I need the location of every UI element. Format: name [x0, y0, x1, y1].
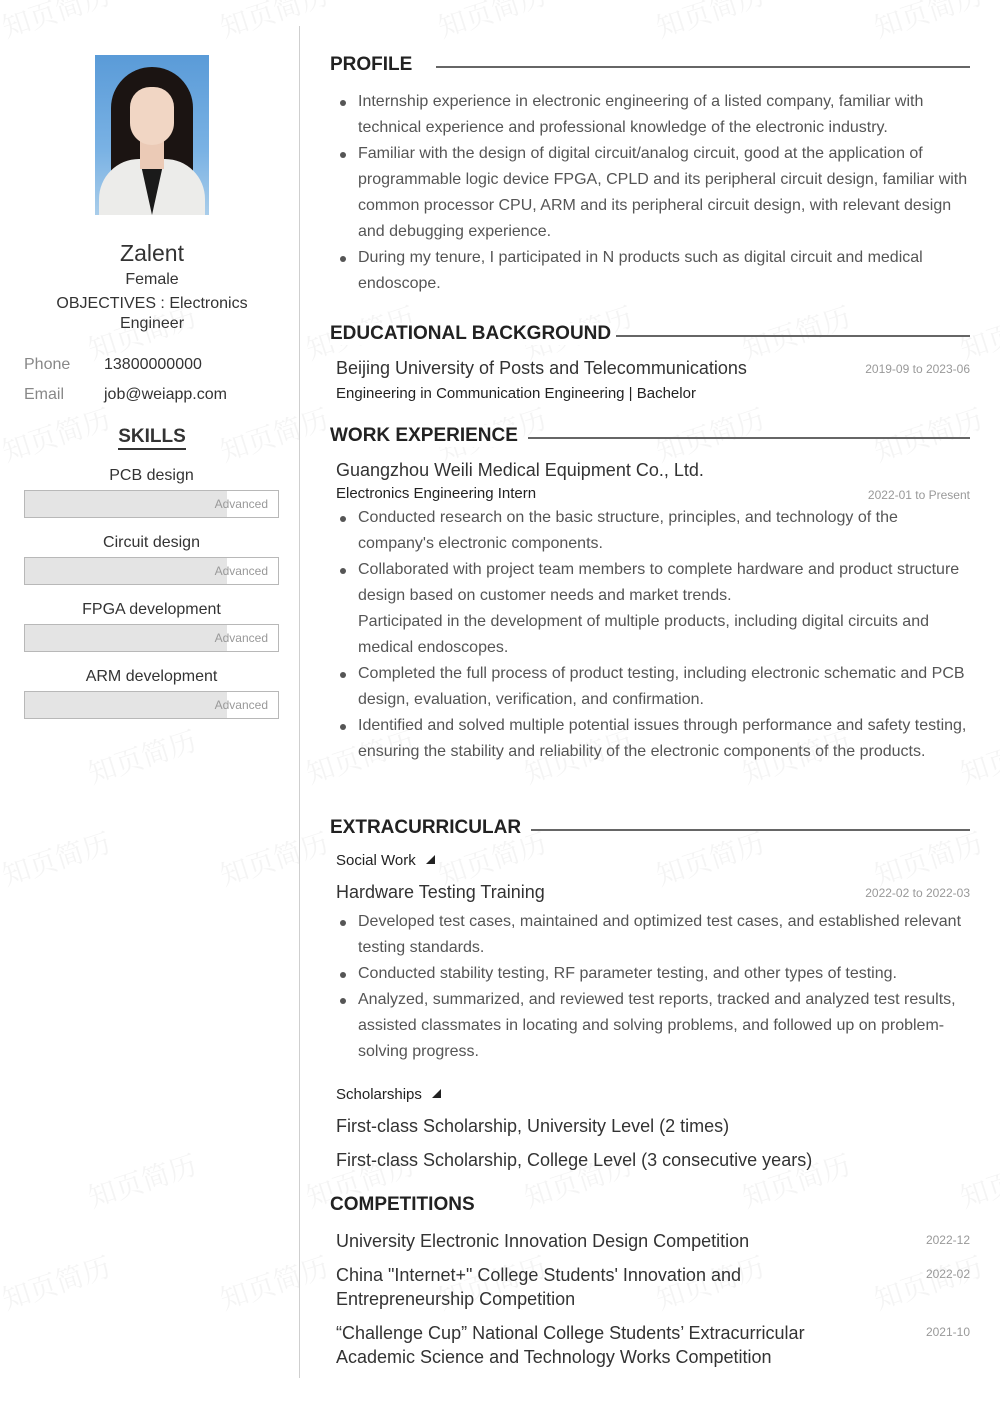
skill-bar: [24, 691, 279, 719]
section-title: EXTRACURRICULAR: [330, 817, 525, 839]
work-date: 2022-01 to Present: [867, 488, 970, 502]
degree: Engineering in Communication Engineering | Bachelor: [336, 385, 696, 402]
company-name: Guangzhou Weili Medical Equipment Co., Ltd.: [336, 460, 704, 480]
skills-heading: SKILLS: [0, 426, 304, 448]
skill-level: Advanced: [214, 497, 268, 511]
skill-bar-fill: [25, 491, 227, 517]
phone-value[interactable]: 13800000000: [104, 356, 202, 373]
work-section-header: [330, 425, 970, 449]
list-item: Collaborated with project team members to complete hardware and product structure design based on customer needs and market trends.: [336, 557, 970, 609]
social-work-subheading: Social Work: [336, 852, 435, 869]
scholarship-item: First-class Scholarship, College Level (3 consecutive years): [336, 1150, 813, 1170]
list-item: Familiar with the design of digital circuit/analog circuit, good at the application of programmable logic device FPGA, CPLD and its peripheral circuit design, familiar with common processor CPU, ARM and its peripheral circuit design, with relevant design and debugging experience.: [336, 141, 970, 245]
activity-name: Hardware Testing Training: [336, 882, 545, 902]
job-title: Electronics Engineering Intern: [336, 485, 537, 502]
education-section-header: [330, 323, 970, 347]
candidate-gender: Female: [125, 271, 179, 288]
column-divider: [299, 26, 300, 1378]
candidate-name: Zalent: [120, 240, 184, 266]
watermark-text: [869, 0, 988, 46]
list-item: Completed the full process of product testing, including electronic schematic and PCB design, evaluation, verification, and confirmation.: [336, 661, 970, 713]
skill-bar: [24, 557, 279, 585]
skill-level: Advanced: [214, 564, 268, 578]
extracurricular-bullets: [336, 909, 970, 1065]
sidebar: [0, 0, 300, 1403]
competition-name: University Electronic Innovation Design Competition: [336, 1231, 750, 1251]
skill-item: [24, 667, 279, 719]
portrait-photo: [95, 55, 209, 215]
email-label: Email: [24, 386, 65, 403]
section-title: COMPETITIONS: [330, 1194, 479, 1216]
skill-level: Advanced: [214, 698, 268, 712]
competition-name: China "Internet+" College Students' Innovation and Entrepreneurship Competition: [336, 1265, 741, 1309]
list-item: Conducted stability testing, RF parameter testing, and other types of testing.: [336, 961, 970, 987]
phone-label: Phone: [24, 356, 71, 373]
career-objective: OBJECTIVES : Electronics Engineer: [56, 295, 248, 332]
extracurricular-section-header: [330, 817, 970, 841]
skill-item: [24, 466, 279, 518]
skill-item: [24, 533, 279, 585]
list-item: Developed test cases, maintained and optimized test cases, and established relevant testing standards.: [336, 909, 970, 961]
competition-date: 2022-12: [925, 1233, 970, 1247]
list-item: Conducted research on the basic structure, principles, and technology of the company's electronic components.: [336, 505, 970, 557]
scholarship-item: First-class Scholarship, University Level (2 times): [336, 1116, 730, 1136]
skill-bar: [24, 624, 279, 652]
profile-section-header: [330, 54, 970, 78]
list-item: Internship experience in electronic engineering of a listed company, familiar with technical experience and professional knowledge of the electronic industry.: [336, 89, 970, 141]
watermark-text: [869, 1246, 988, 1319]
competition-date: 2022-02: [925, 1267, 970, 1281]
skill-bar-fill: [25, 625, 227, 651]
triangle-marker-icon: [432, 1089, 441, 1098]
education-date: 2019-09 to 2023-06: [865, 362, 970, 376]
skill-name: FPGA development: [82, 601, 221, 618]
section-rule: [531, 829, 970, 831]
skill-bar-fill: [25, 692, 227, 718]
list-item: Identified and solved multiple potential issues through performance and safety testing, ensuring the stability and reliability of the electronic components of the products.: [336, 713, 970, 765]
competition-date: 2021-10: [925, 1325, 970, 1339]
list-item: During my tenure, I participated in N products such as digital circuit and medical endoscope.: [336, 245, 970, 297]
section-rule: [436, 66, 970, 68]
list-item: Analyzed, summarized, and reviewed test reports, tracked and analyzed test results, assisted classmates in locating and solving problems, and followed up on problem-solving progress.: [336, 987, 970, 1065]
skill-name: ARM development: [85, 668, 218, 685]
competition-name: “Challenge Cup” National College Students’ Extracurricular Academic Science and Technology Works Competition: [336, 1323, 805, 1367]
section-title: PROFILE: [330, 54, 416, 76]
activity-date: 2022-02 to 2022-03: [865, 886, 970, 900]
skill-item: [24, 600, 279, 652]
section-rule: [528, 437, 970, 439]
skill-bar: [24, 490, 279, 518]
skill-name: PCB design: [109, 467, 194, 484]
watermark-text: [433, 0, 552, 46]
triangle-marker-icon: [426, 855, 435, 864]
section-title: EDUCATIONAL BACKGROUND: [330, 323, 615, 345]
section-title: WORK EXPERIENCE: [330, 425, 522, 447]
skill-level: Advanced: [214, 631, 268, 645]
profile-bullets: [336, 89, 970, 297]
skill-name: Circuit design: [103, 534, 200, 551]
section-rule: [616, 335, 970, 337]
school-name: Beijing University of Posts and Telecommunications: [336, 358, 747, 378]
list-item: Participated in the development of multiple products, including digital circuits and medical endoscopes.: [358, 613, 929, 656]
email-value[interactable]: job@weiapp.com: [104, 386, 227, 403]
watermark-text: [651, 0, 770, 46]
skill-bar-fill: [25, 558, 227, 584]
scholarships-subheading: Scholarships: [336, 1086, 441, 1103]
work-bullets: [336, 505, 970, 765]
competitions-section-header: [330, 1194, 970, 1218]
